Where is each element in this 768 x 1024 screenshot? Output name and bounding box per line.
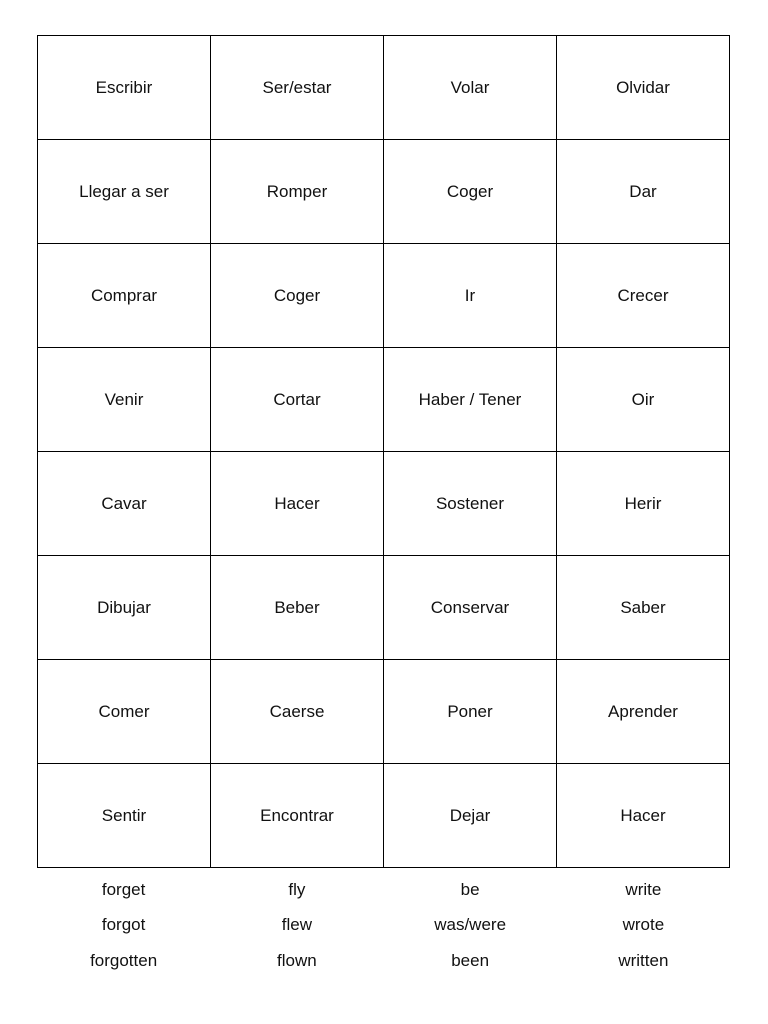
grid-cell: Conservar: [384, 556, 557, 660]
grid-cell: Olvidar: [557, 36, 730, 140]
grid-cell: Escribir: [38, 36, 211, 140]
verb-form: forgotten: [90, 950, 158, 970]
grid-cell: Beber: [211, 556, 384, 660]
verb-form: flew: [281, 915, 312, 935]
grid-cell: Hacer: [211, 452, 384, 556]
grid-cell: Haber / Tener: [384, 348, 557, 452]
grid-cell: Ser/estar: [211, 36, 384, 140]
verb-form: written: [618, 950, 669, 970]
grid-cell: Hacer: [557, 764, 730, 868]
verb-form: write: [625, 879, 662, 899]
verb-form: be: [460, 879, 480, 899]
grid-cell: Coger: [384, 140, 557, 244]
grid-cell: Dar: [557, 140, 730, 244]
verb-form: been: [451, 950, 490, 970]
grid-cell: Dibujar: [38, 556, 211, 660]
grid-cell: Oir: [557, 348, 730, 452]
grid-cell: Herir: [557, 452, 730, 556]
english-verb-forms: [37, 872, 730, 979]
verb-form: forgot: [101, 915, 146, 935]
grid-cell: Cortar: [211, 348, 384, 452]
grid-cell: Sentir: [38, 764, 211, 868]
verb-form: forget: [101, 879, 146, 899]
grid-cell: Encontrar: [211, 764, 384, 868]
verb-form: wrote: [622, 915, 665, 935]
grid-cell: Saber: [557, 556, 730, 660]
verb-form: was/were: [434, 915, 507, 935]
grid-cell: Comprar: [38, 244, 211, 348]
verb-form: flown: [277, 950, 317, 970]
grid-cell: Volar: [384, 36, 557, 140]
grid-cell: Caerse: [211, 660, 384, 764]
grid-cell: Aprender: [557, 660, 730, 764]
grid-cell: Dejar: [384, 764, 557, 868]
grid-cell: Venir: [38, 348, 211, 452]
grid-cell: Sostener: [384, 452, 557, 556]
grid-cell: Coger: [211, 244, 384, 348]
grid-cell: Romper: [211, 140, 384, 244]
grid-cell: Crecer: [557, 244, 730, 348]
verb-form: fly: [288, 879, 306, 899]
grid-cell: Cavar: [38, 452, 211, 556]
spanish-verb-grid: [37, 35, 730, 868]
grid-cell: Ir: [384, 244, 557, 348]
grid-cell: Comer: [38, 660, 211, 764]
grid-cell: Poner: [384, 660, 557, 764]
grid-cell: Llegar a ser: [38, 140, 211, 244]
